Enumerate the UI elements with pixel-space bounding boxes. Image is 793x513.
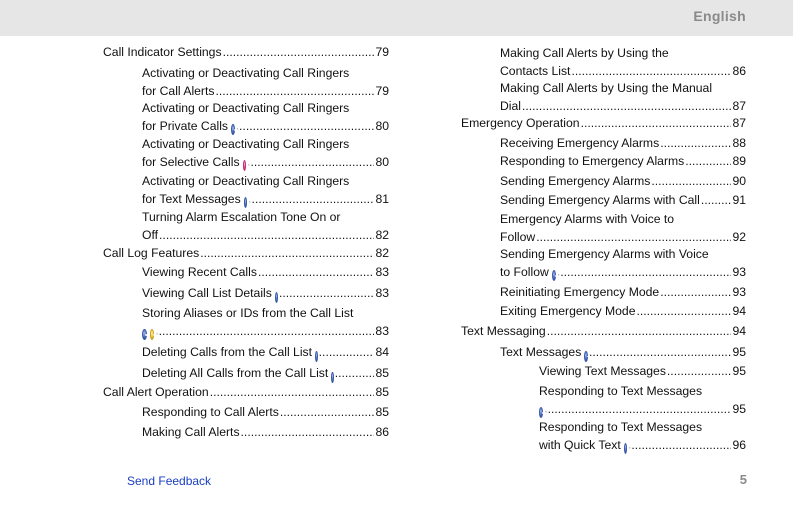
- toc-entry-storing-aliases: [142, 305, 389, 340]
- toc-page-number: 82: [375, 246, 389, 260]
- toc-leader-dots: [557, 264, 732, 282]
- feature-pink-icon: [243, 160, 247, 171]
- toc-entry-reinitiating-emergency-mode: [500, 284, 746, 302]
- feature-blue-icon: [142, 329, 147, 340]
- feature-blue-icon: [552, 270, 556, 281]
- toc-page-number: 80: [375, 118, 389, 133]
- toc-entry-deleting-all-calls: [142, 365, 389, 383]
- toc-entry-call-ringers-text-messages: [142, 173, 389, 208]
- toc-entry-title: Responding to Emergency Alarms: [500, 154, 685, 168]
- feature-blue-icon: [539, 407, 543, 418]
- toc-entry-responding-emergency-alarms: [500, 153, 746, 171]
- toc-entry-call-log-features: [103, 245, 389, 263]
- toc-entry-title: Emergency Alarms with Voice to: [500, 212, 675, 226]
- toc-page-number: 83: [375, 265, 389, 279]
- toc-entry-title: Text Messaging: [461, 324, 546, 338]
- toc-page-number: 81: [375, 191, 389, 206]
- toc-page-number: 95: [732, 345, 746, 359]
- toc-page-number: 94: [732, 304, 746, 318]
- toc-leader-dots: [536, 229, 731, 247]
- toc-entry-title-cont: to Follow: [500, 264, 549, 279]
- toc-page-number: 90: [732, 174, 746, 188]
- feature-yellow-icon: [150, 329, 155, 340]
- toc-entry-title: Exiting Emergency Mode: [500, 304, 636, 318]
- toc-leader-dots: [522, 98, 731, 116]
- page-header-bar: [0, 0, 793, 36]
- toc-entry-receiving-emergency-alarms: [500, 135, 746, 153]
- toc-leader-dots: [279, 285, 374, 303]
- toc-page-number: 88: [732, 136, 746, 150]
- toc-entry-viewing-text-messages: [539, 363, 746, 381]
- toc-entry-title: Sending Emergency Alarms with Voice: [500, 247, 709, 261]
- toc-entry-title: Viewing Call List Details: [142, 286, 272, 300]
- toc-entry-call-alert-operation: [103, 384, 389, 402]
- toc-page-number: 83: [375, 286, 389, 300]
- toc-leader-dots: [258, 264, 375, 282]
- feature-blue-icon: [275, 292, 278, 303]
- toc-page-number: 91: [732, 193, 746, 207]
- toc-page-number: 83: [375, 323, 389, 338]
- toc-page-number: 79: [375, 45, 389, 59]
- toc-entry-title: Reinitiating Emergency Mode: [500, 285, 660, 299]
- toc-page-number: 86: [732, 63, 746, 78]
- toc-leader-dots: [335, 365, 375, 383]
- toc-leader-dots: [547, 323, 732, 341]
- toc-entry-emergency-operation: [461, 115, 746, 133]
- toc-leader-dots: [200, 245, 374, 263]
- toc-entry-title-cont: Dial: [500, 98, 521, 113]
- page-number: 5: [739, 472, 747, 487]
- toc-entry-title: Deleting All Calls from the Call List: [142, 366, 329, 380]
- toc-entry-responding-text-messages: [539, 383, 746, 418]
- toc-entry-title: Turning Alarm Escalation Tone On or: [142, 210, 341, 224]
- header-language: English: [693, 8, 746, 24]
- toc-page-number: 95: [732, 364, 746, 378]
- toc-page-number: 87: [732, 116, 746, 130]
- toc-entry-title-cont: Follow: [500, 229, 536, 244]
- send-feedback-link[interactable]: Send Feedback: [127, 474, 212, 488]
- toc-leader-dots: [589, 344, 731, 362]
- toc-leader-dots: [155, 323, 374, 341]
- toc-entry-call-ringers-selective-calls: [142, 136, 389, 171]
- toc-entry-title-cont: for Private Calls: [142, 118, 229, 133]
- toc-leader-dots: [544, 401, 731, 419]
- toc-entry-title: Responding to Call Alerts: [142, 405, 279, 419]
- feature-blue-icon: [624, 443, 627, 454]
- toc-entry-call-alerts-manual-dial: [500, 80, 746, 115]
- toc-entry-title: Emergency Operation: [461, 116, 580, 130]
- toc-entry-viewing-recent-calls: [142, 264, 389, 282]
- feature-blue-icon: [331, 372, 333, 383]
- toc-entry-sending-alarms-voice-follow: [500, 246, 746, 281]
- toc-leader-dots: [581, 115, 732, 133]
- toc-entry-title: Making Call Alerts by Using the Manual: [500, 81, 713, 95]
- toc-page-number: 85: [375, 385, 389, 399]
- toc-page-number: 93: [732, 285, 746, 299]
- toc-page-number: 89: [732, 154, 746, 168]
- toc-entry-title: Making Call Alerts: [142, 425, 240, 439]
- toc-leader-dots: [701, 192, 732, 210]
- toc-leader-dots: [236, 118, 375, 136]
- toc-entry-call-ringers-call-alerts: [142, 65, 389, 100]
- toc-page-number: 85: [375, 405, 389, 419]
- toc-leader-dots: [571, 63, 731, 81]
- toc-leader-dots: [280, 404, 375, 422]
- feature-blue-icon: [315, 351, 318, 362]
- toc-entry-title-cont: for Text Messages: [142, 191, 241, 206]
- toc-entry-title: Responding to Text Messages: [539, 384, 703, 398]
- toc-page-number: 84: [375, 345, 389, 359]
- toc-leader-dots: [210, 384, 375, 402]
- toc-entry-exiting-emergency-mode: [500, 303, 746, 321]
- toc-page-number: 86: [375, 425, 389, 439]
- toc-page-number: 79: [375, 83, 389, 98]
- toc-leader-dots: [660, 135, 731, 153]
- toc-entry-call-indicator-settings: [103, 44, 389, 62]
- toc-page-number: 96: [732, 437, 746, 452]
- toc-entry-text-messages: [500, 344, 746, 362]
- toc-entry-title: Deleting Calls from the Call List: [142, 345, 313, 359]
- toc-entry-alarm-escalation-tone: [142, 209, 389, 244]
- toc-leader-dots: [660, 284, 731, 302]
- toc-entry-call-alerts-contacts-list: [500, 45, 746, 80]
- toc-leader-dots: [241, 424, 375, 442]
- feature-blue-icon: [244, 197, 248, 208]
- toc-entry-title: Responding to Text Messages: [539, 420, 703, 434]
- toc-entry-making-call-alerts: [142, 424, 389, 442]
- toc-entry-sending-emergency-alarms: [500, 173, 746, 191]
- toc-entry-title-cont: for Call Alerts: [142, 83, 215, 98]
- feature-blue-icon: [231, 124, 235, 135]
- toc-entry-title: Call Alert Operation: [103, 385, 209, 399]
- toc-page-number: 82: [375, 227, 389, 242]
- toc-entry-title: Storing Aliases or IDs from the Call List: [142, 306, 354, 320]
- toc-entry-text-messaging: [461, 323, 746, 341]
- toc-entry-title: Call Log Features: [103, 246, 200, 260]
- toc-entry-title: Activating or Deactivating Call Ringers: [142, 101, 350, 115]
- toc-leader-dots: [159, 227, 374, 245]
- toc-entry-title: Viewing Recent Calls: [142, 265, 257, 279]
- toc-entry-title-cont: with Quick Text: [539, 437, 621, 452]
- toc-entry-title: Receiving Emergency Alarms: [500, 136, 660, 150]
- toc-entry-title: Sending Emergency Alarms: [500, 174, 651, 188]
- toc-entry-title: Making Call Alerts by Using the: [500, 46, 669, 60]
- toc-leader-dots: [248, 191, 374, 209]
- toc-page-number: 95: [732, 401, 746, 416]
- toc-entry-title: Activating or Deactivating Call Ringers: [142, 137, 350, 151]
- toc-leader-dots: [636, 303, 731, 321]
- toc-entry-title: Viewing Text Messages: [539, 364, 666, 378]
- toc-page-number: 93: [732, 264, 746, 279]
- toc-page-number: 85: [375, 366, 389, 380]
- toc-leader-dots: [667, 363, 732, 381]
- toc-leader-dots: [215, 83, 374, 101]
- toc-entry-title-cont: for Selective Calls: [142, 154, 240, 169]
- toc-leader-dots: [319, 344, 375, 362]
- toc-page-number: 87: [732, 98, 746, 113]
- toc-entry-title: Activating or Deactivating Call Ringers: [142, 66, 350, 80]
- toc-entry-deleting-calls: [142, 344, 389, 362]
- toc-entry-title: Call Indicator Settings: [103, 45, 222, 59]
- feature-blue-icon: [584, 351, 588, 362]
- toc-entry-title-cont: Off: [142, 227, 159, 242]
- toc-entry-viewing-call-list-details: [142, 285, 389, 303]
- toc-entry-call-ringers-private-calls: [142, 100, 389, 135]
- toc-entry-emergency-alarms-voice-follow: [500, 211, 746, 246]
- toc-entry-title-cont: Contacts List: [500, 63, 571, 78]
- toc-entry-title: Activating or Deactivating Call Ringers: [142, 174, 350, 188]
- toc-entry-responding-quick-text: [539, 419, 746, 454]
- toc-leader-dots: [247, 154, 374, 172]
- toc-leader-dots: [628, 437, 731, 455]
- toc-page-number: 94: [732, 324, 746, 338]
- toc-page-number: 92: [732, 229, 746, 244]
- toc-leader-dots: [651, 173, 731, 191]
- toc-entry-title: Sending Emergency Alarms with Call: [500, 193, 700, 207]
- toc-entry-title: Text Messages: [500, 345, 582, 359]
- toc-leader-dots: [223, 44, 375, 62]
- toc-entry-emergency-alarms-with-call: [500, 192, 746, 210]
- toc-page-number: 80: [375, 154, 389, 169]
- toc-entry-responding-call-alerts: [142, 404, 389, 422]
- toc-leader-dots: [685, 153, 731, 171]
